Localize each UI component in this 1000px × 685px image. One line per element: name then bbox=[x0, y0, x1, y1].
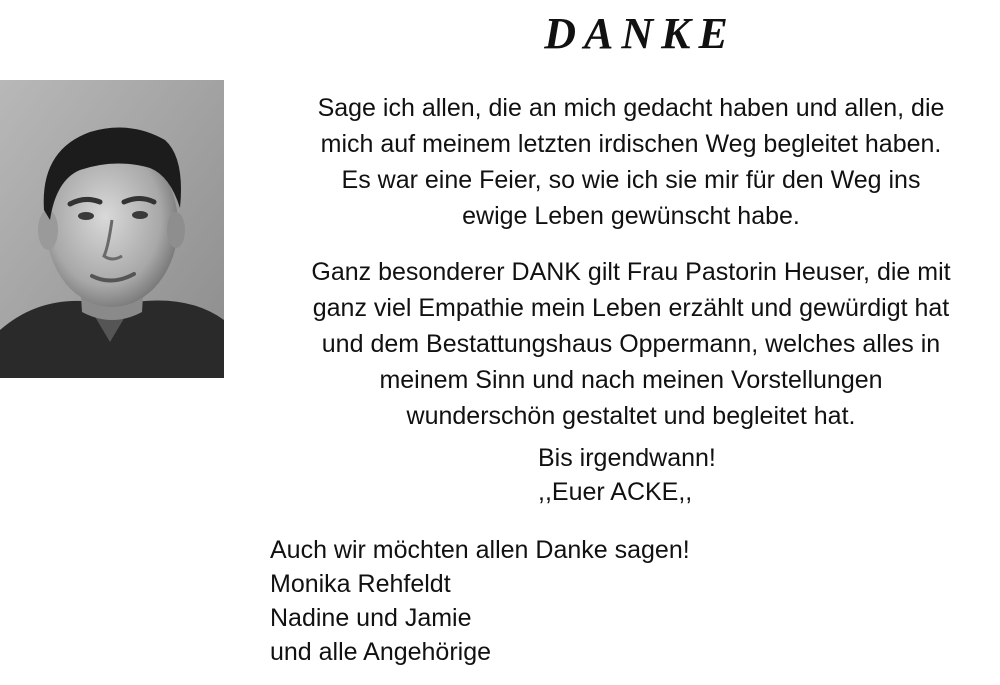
signature-name: ,,Euer ACKE,, bbox=[538, 478, 693, 506]
portrait-photo bbox=[0, 80, 224, 378]
special-thanks-paragraph bbox=[262, 254, 1000, 434]
thank-you-paragraph bbox=[262, 90, 1000, 234]
text-line: wunderschön gestaltet und begleitet hat. bbox=[406, 402, 856, 430]
text-line: Ganz besonderer DANK gilt Frau Pastorin Heuser, die mit bbox=[311, 258, 951, 286]
notice-title: DANKE bbox=[544, 9, 736, 58]
family-closing-block bbox=[270, 533, 690, 669]
signature-block bbox=[538, 441, 716, 509]
text-line: und dem Bestattungshaus Oppermann, welches alles in bbox=[321, 330, 941, 358]
family-name: und alle Angehörige bbox=[270, 638, 492, 666]
farewell-line: Bis irgendwann! bbox=[538, 444, 716, 472]
text-line: ganz viel Empathie mein Leben erzählt und gewürdigt hat bbox=[312, 294, 950, 322]
text-line: meinem Sinn und nach meinen Vorstellungen bbox=[379, 366, 883, 394]
text-line: Es war eine Feier, so wie ich sie mir für den Weg ins bbox=[341, 166, 921, 194]
closing-line: Auch wir möchten allen Danke sagen! bbox=[270, 536, 690, 564]
text-line: Sage ich allen, die an mich gedacht haben und allen, die bbox=[317, 94, 945, 122]
text-line: ewige Leben gewünscht habe. bbox=[462, 202, 800, 230]
family-name: Nadine und Jamie bbox=[270, 604, 472, 632]
text-line: mich auf meinem letzten irdischen Weg begleitet haben. bbox=[320, 130, 942, 158]
family-name: Monika Rehfeldt bbox=[270, 570, 451, 598]
